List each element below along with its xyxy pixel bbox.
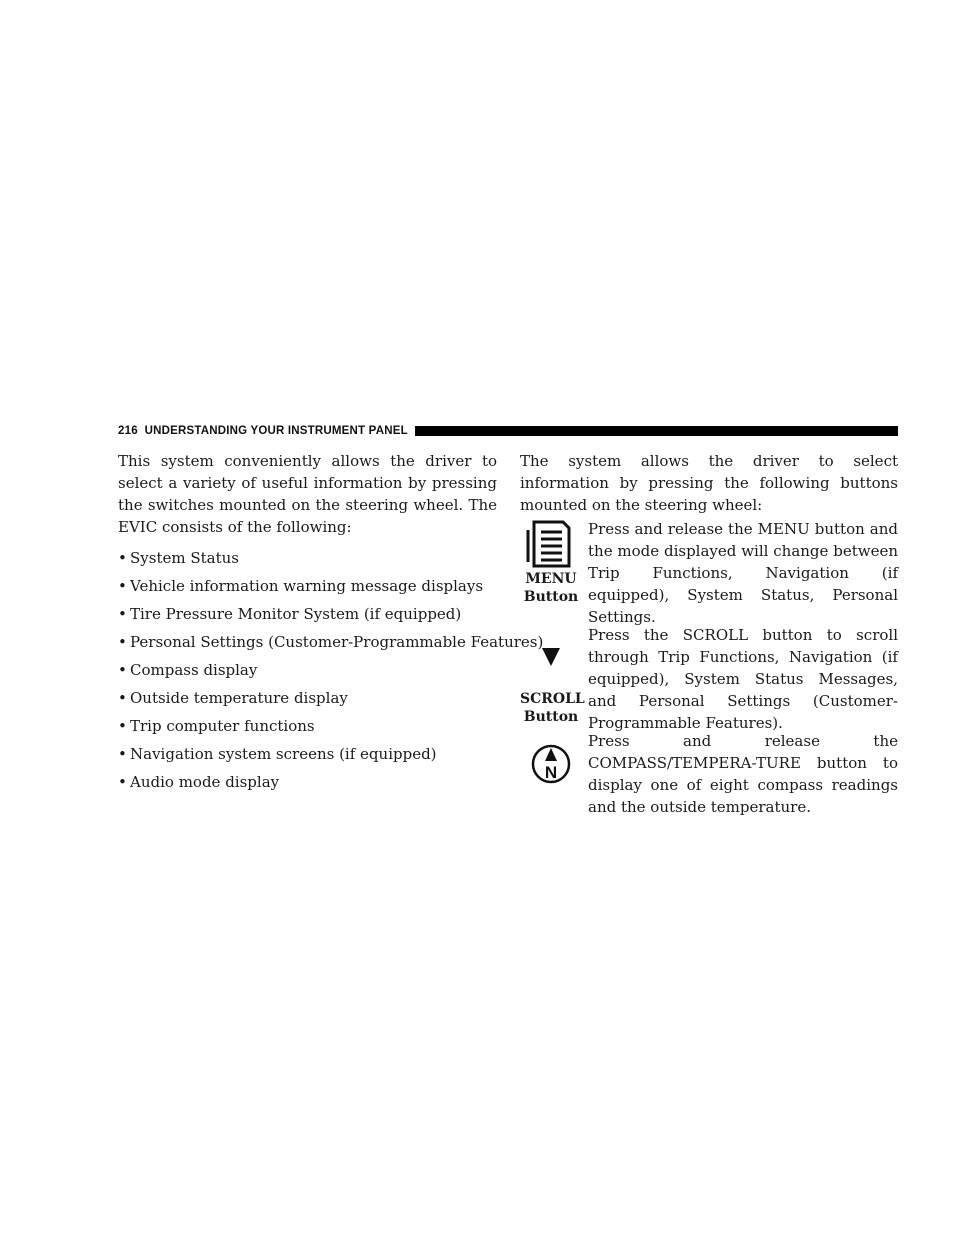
list-item [118, 631, 544, 653]
bullet-icon: • [118, 745, 127, 763]
caption-line-2: Button [523, 589, 579, 605]
list-item-text: Trip computer functions [130, 717, 315, 735]
right-intro-paragraph: The system allows the driver to select information by pressing the following buttons mounted on the steering wheel: [520, 452, 898, 514]
list-item [118, 771, 497, 793]
compass-letter: N [544, 763, 558, 782]
list-item [118, 715, 497, 737]
list-item [118, 687, 497, 709]
compass-icon [526, 730, 576, 800]
section-title: UNDERSTANDING YOUR INSTRUMENT PANEL [144, 425, 408, 437]
list-item-text: Outside temperature display [130, 689, 348, 707]
bullet-icon: • [118, 577, 127, 595]
caption-line-2: Button [523, 709, 579, 725]
list-item-text: Navigation system screens (if equipped) [130, 745, 437, 763]
scroll-button-description: Press the SCROLL button to scroll through Trip Functions, Navigation (if equipped), System Status Messages, and Personal Settings (Customer-Programmable Features). [588, 626, 898, 732]
menu-button-caption [520, 570, 582, 606]
list-item [118, 547, 497, 569]
header-text [118, 425, 408, 437]
menu-icon [525, 518, 577, 570]
menu-button-description: Press and release the MENU button and the mode displayed will change between Trip Functions, Navigation (if equipped), System Status, Personal Settings. [588, 520, 898, 626]
header-rule [415, 426, 898, 436]
bullet-icon: • [118, 549, 127, 567]
compass-button-description: Press and release the COMPASS/TEMPERA-TURE button to display one of eight compass readings and the outside temperature. [588, 732, 898, 816]
page-number: 216 [118, 425, 138, 437]
list-item-text: Personal Settings (Customer-Programmable Features) [130, 633, 544, 651]
bullet-icon: • [118, 773, 127, 791]
list-item [118, 603, 497, 625]
left-intro-paragraph: This system conveniently allows the driver to select a variety of useful information by pressing the switches mounted on the steering wheel. The EVIC consists of the following: [118, 452, 497, 536]
list-item-text: Vehicle information warning message displays [130, 577, 484, 595]
feature-list [118, 547, 544, 793]
scroll-button-graphic [520, 624, 585, 726]
bullet-icon: • [118, 633, 127, 651]
list-item-text: System Status [130, 549, 239, 567]
compass-button-graphic [520, 730, 582, 800]
menu-button-graphic [520, 518, 582, 606]
list-item-text: Audio mode display [130, 773, 280, 791]
list-item [118, 659, 497, 681]
bullet-icon: • [118, 661, 127, 679]
scroll-button-caption [520, 690, 585, 726]
right-column [520, 450, 898, 816]
page-header [118, 422, 898, 440]
list-item-text: Compass display [130, 661, 258, 679]
bullet-icon: • [118, 717, 127, 735]
caption-line-1: MENU [525, 571, 577, 587]
list-item [118, 575, 497, 597]
list-item-text: Tire Pressure Monitor System (if equipped) [130, 605, 462, 623]
caption-line-1: SCROLL [520, 691, 585, 707]
bullet-icon: • [118, 689, 127, 707]
left-column [118, 450, 544, 799]
bullet-icon: • [118, 605, 127, 623]
scroll-down-icon [531, 624, 571, 690]
list-item [118, 743, 497, 765]
